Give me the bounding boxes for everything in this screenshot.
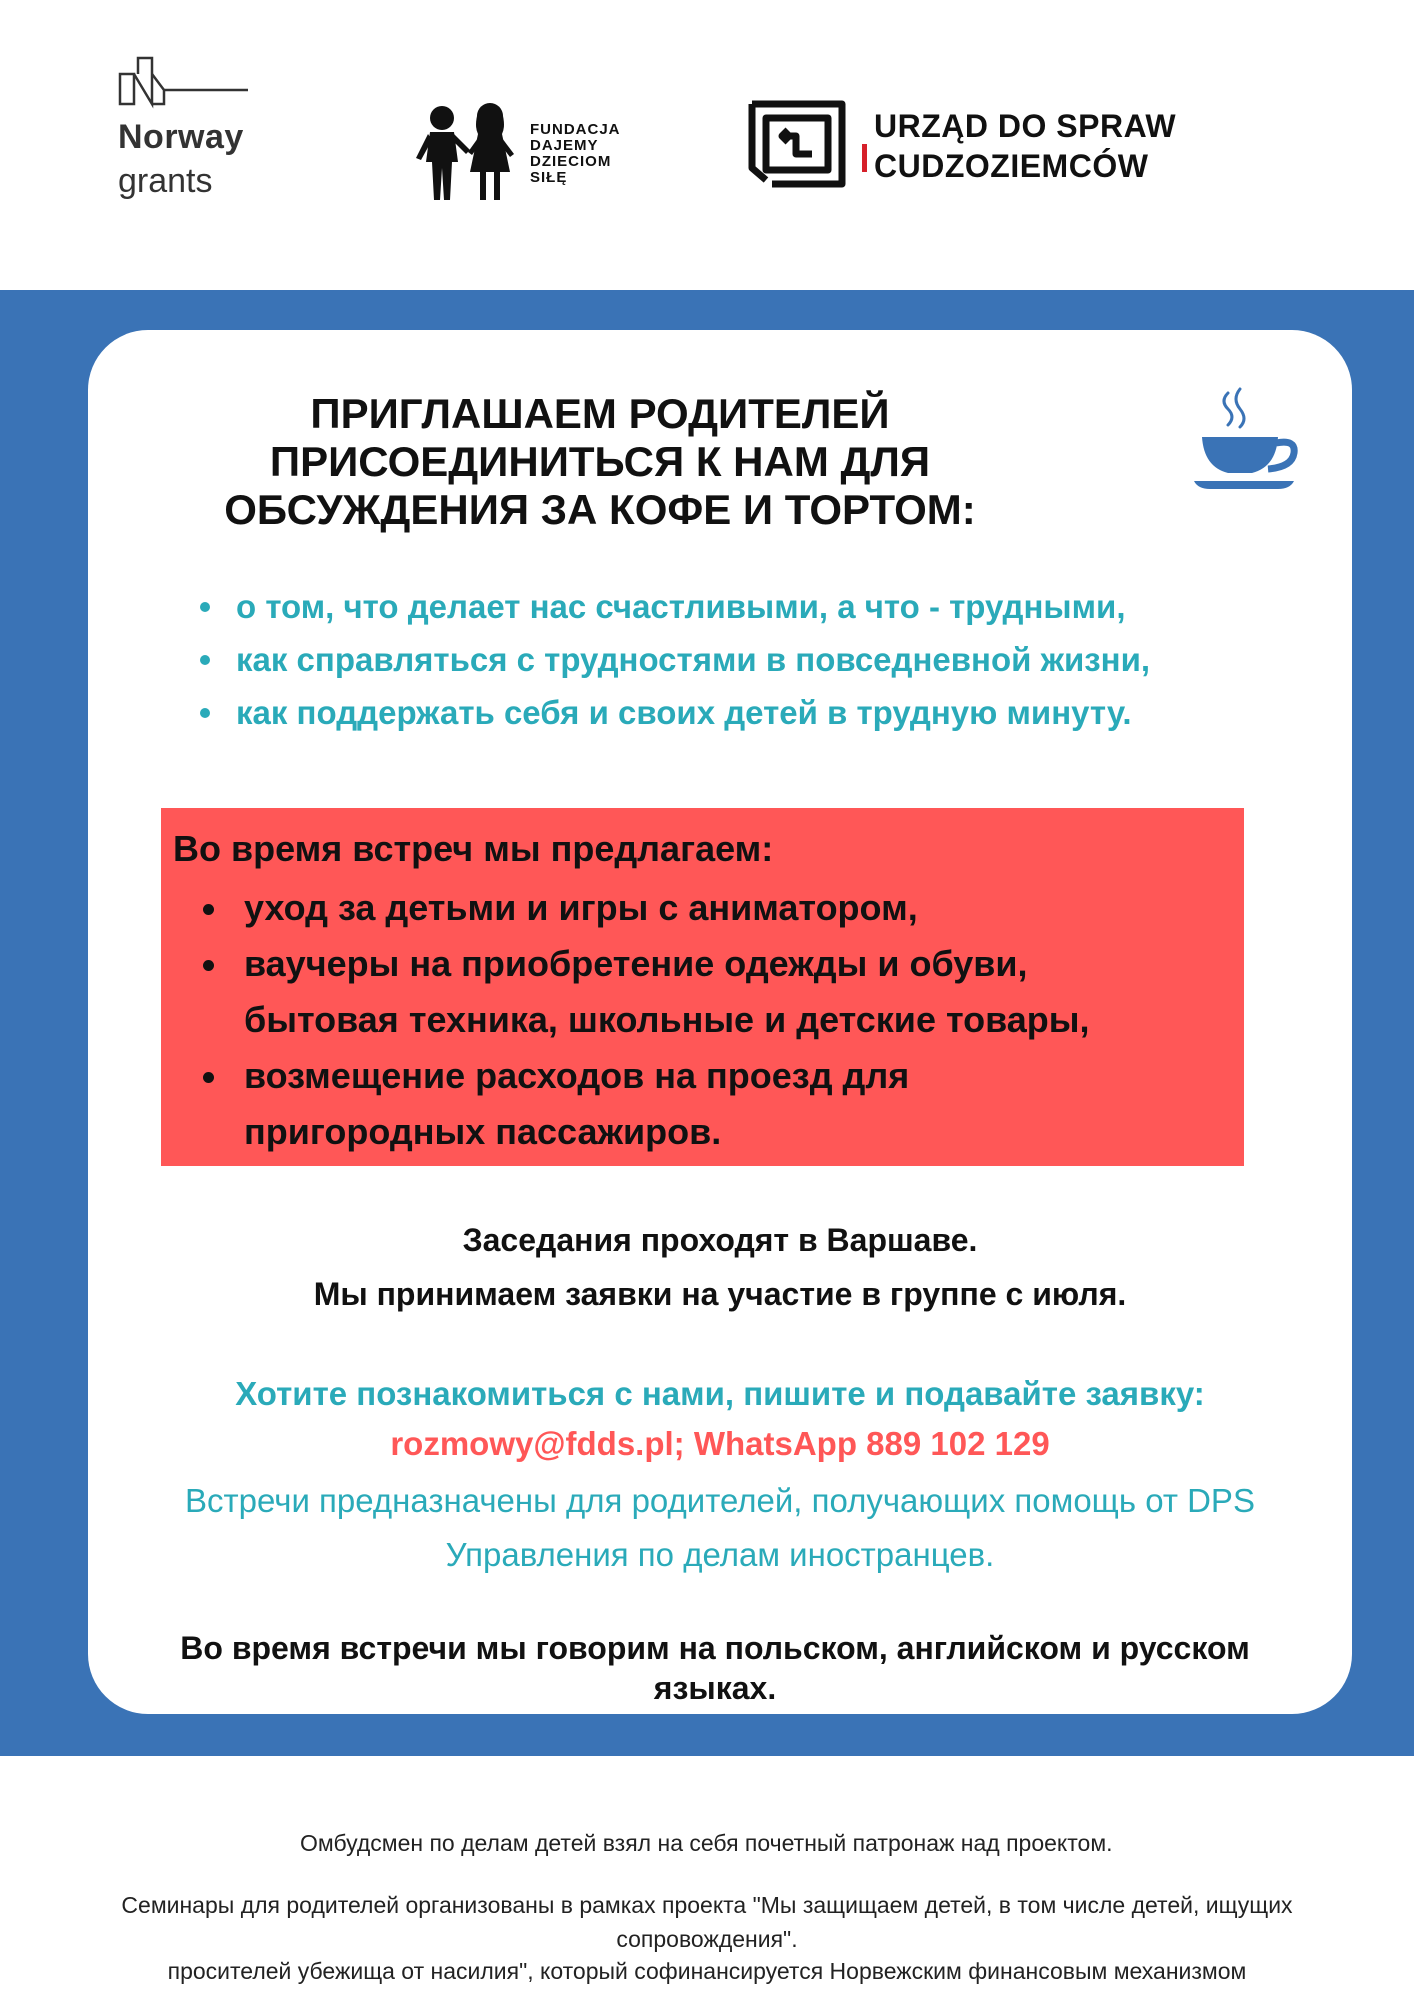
- discussion-topics-list: [190, 580, 1150, 739]
- fdds-logo: [408, 100, 621, 209]
- contact-details[interactable]: rozmowy@fdds.pl; WhatsApp 889 102 129: [390, 1425, 1050, 1462]
- norway-grants-logo: [112, 52, 252, 200]
- footer-project: Семинары для родителей организованы в рамках проекта "Мы защищаем детей, в том числе детей, ищущих сопровождения".: [121, 1892, 1293, 1952]
- application-start: Мы принимаем заявки на участие в группе с июля.: [313, 1276, 1127, 1312]
- list-item: о том, что делает нас счастливыми, а что - трудными,: [190, 580, 1150, 633]
- offer-title: Во время встреч мы предлагаем:: [173, 828, 774, 869]
- eligibility-info: Встречи предназначены для родителей, получающих помощь от DPS Управления по делам иностранцев.: [185, 1482, 1255, 1573]
- urzad-logo: [742, 94, 1177, 195]
- list-item: ваучеры на приобретение одежды и обуви, бытовая техника, школьные и детские товары,: [199, 936, 1164, 1048]
- list-item: возмещение расходов на проезд для пригородных пассажиров.: [199, 1048, 1034, 1160]
- children-silhouette-icon: [408, 100, 528, 204]
- fdds-name: FUNDACJA DAJEMY DZIECIOM SIŁĘ: [530, 121, 621, 186]
- norway-grants-sub: grants: [118, 162, 213, 200]
- offer-box: [161, 808, 1244, 1166]
- urzad-emblem-icon: [742, 94, 852, 190]
- norway-grants-name: Norway: [118, 118, 244, 156]
- footer-funding: просителей убежища от насилия", который софинансируется Норвежским финансовым механизмом: [167, 1958, 1247, 1984]
- norway-grants-mark-icon: [112, 52, 252, 112]
- urzad-name: URZĄD DO SPRAW CUDZOZIEMCÓW: [874, 108, 1177, 184]
- list-item: как справляться с трудностями в повседневной жизни,: [190, 633, 1150, 686]
- meeting-location: Заседания проходят в Варшаве.: [462, 1222, 978, 1258]
- logo-header: [0, 0, 1414, 290]
- offer-list: [199, 880, 1164, 1160]
- list-item: как поддержать себя и своих детей в трудную минуту.: [190, 686, 1150, 739]
- urzad-accent-bar: [862, 144, 867, 172]
- footer-patron: Омбудсмен по делам детей взял на себя почетный патронаж над проектом.: [300, 1830, 1113, 1856]
- meeting-languages: Во время встречи мы говорим на польском, английском и русском языках.: [180, 1630, 1250, 1706]
- coffee-cup-icon: [1190, 385, 1300, 500]
- contact-heading: Хотите познакомиться с нами, пишите и подавайте заявку:: [235, 1375, 1205, 1412]
- list-item: уход за детьми и игры с аниматором,: [199, 880, 1164, 936]
- invitation-title: ПРИГЛАШАЕМ РОДИТЕЛЕЙ ПРИСОЕДИНИТЬСЯ К НАМ ДЛЯ ОБСУЖДЕНИЯ ЗА КОФЕ И ТОРТОМ:: [224, 390, 976, 533]
